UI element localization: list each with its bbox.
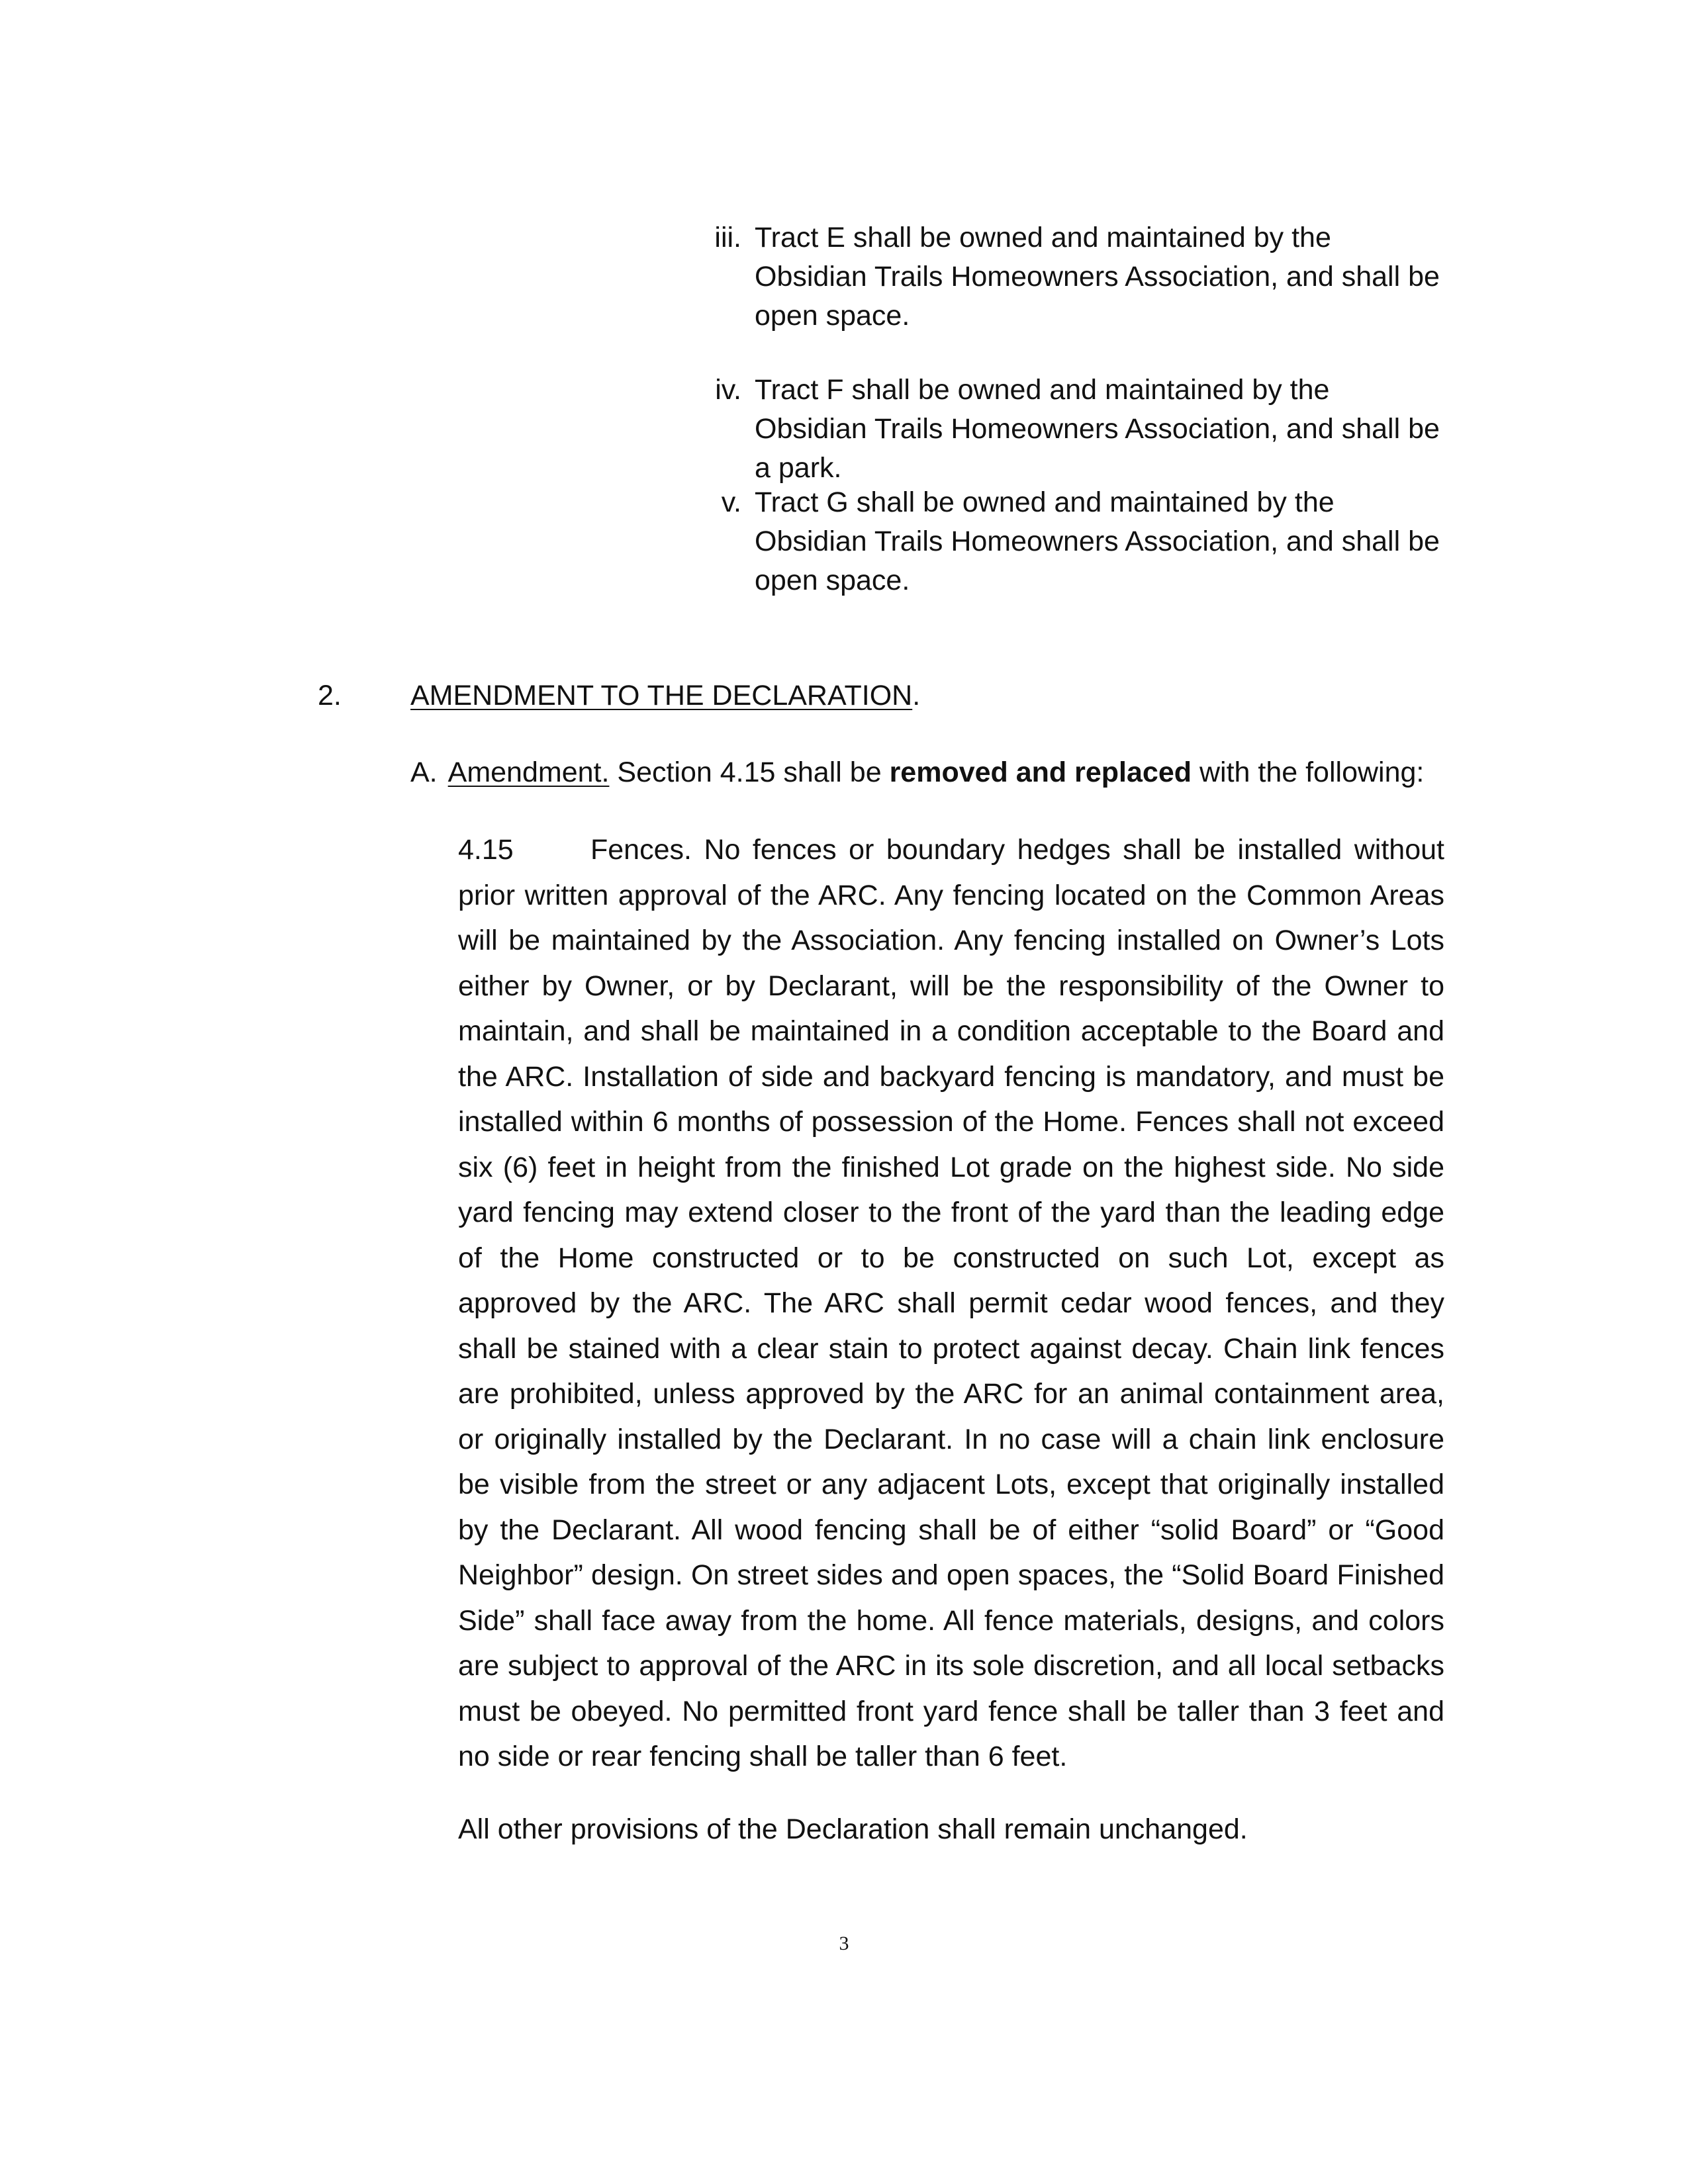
fences-text: Fences. No fences or boundary hedges shall be installed without prior written approval of the ARC. Any fencing located on the Common Areas will be maintained by the Association. Any fencing installed on Owner’s Lots either by Owner, or by Declarant, will be the responsibility of the Owner to maintain, and shall be maintained in a condition acceptable to the Board and the ARC. Installation of side and backyard fencing is mandatory, and must be installed within 6 months of possession of the Home. Fences shall not exceed six (6) feet in height from the finished Lot grade on the highest side. No side yard fencing may extend closer to the front of the yard than the leading edge of the Home constructed or to be constructed on such Lot, except as approved by the ARC. The ARC shall permit cedar wood fences, and they shall be stained with a clear stain to protect against decay. Chain link fences are prohibited, unless approved by the ARC for an animal containment area, or originally installed by the Declarant. In no case will a chain link enclosure be visible from the street or any adjacent Lots, except that originally installed by the Declarant. All wood fencing shall be of either “solid Board” or “Good Neighbor” design. On street sides and open spaces, the “Solid Board Finished Side” shall face away from the home. All fence materials, designs, and colors are subject to approval of the ARC in its sole discretion, and all local setbacks must be obeyed. No permitted front yard fence shall be taller than 3 feet and no side or rear fencing shall be taller than 6 feet. — [458, 834, 1444, 1772]
amendment-text-before: Section 4.15 shall be — [609, 756, 890, 788]
tract-text: Tract E shall be owned and maintained by the Obsidian Trails Homeowners Association, and shall be open space. — [755, 222, 1440, 332]
amendment-letter: A. — [410, 756, 438, 788]
tract-numeral: iii. — [714, 222, 741, 253]
section-number: 2. — [318, 680, 342, 711]
tract-text: Tract F shall be owned and maintained by the Obsidian Trails Homeowners Association, and shall be a park. — [755, 374, 1440, 484]
fences-paragraph — [458, 827, 1444, 1780]
section-title: AMENDMENT TO THE DECLARATION — [410, 680, 913, 711]
amendment-line — [410, 753, 1424, 792]
amendment-bold-text: removed and replaced — [889, 756, 1192, 788]
closing-statement: All other provisions of the Declaration shall remain unchanged. — [458, 1813, 1248, 1845]
section-heading — [410, 676, 920, 715]
fences-section-number: 4.15 — [458, 834, 514, 866]
tract-text: Tract G shall be owned and maintained by the Obsidian Trails Homeowners Association, and shall be open space. — [755, 486, 1440, 596]
section-title-suffix: . — [912, 680, 921, 711]
amendment-text-after: with the following: — [1192, 756, 1425, 788]
tract-numeral: iv. — [715, 374, 741, 406]
page-number: 3 — [839, 1933, 849, 1954]
amendment-label: Amendment. — [447, 756, 610, 788]
tract-numeral: v. — [721, 486, 741, 518]
